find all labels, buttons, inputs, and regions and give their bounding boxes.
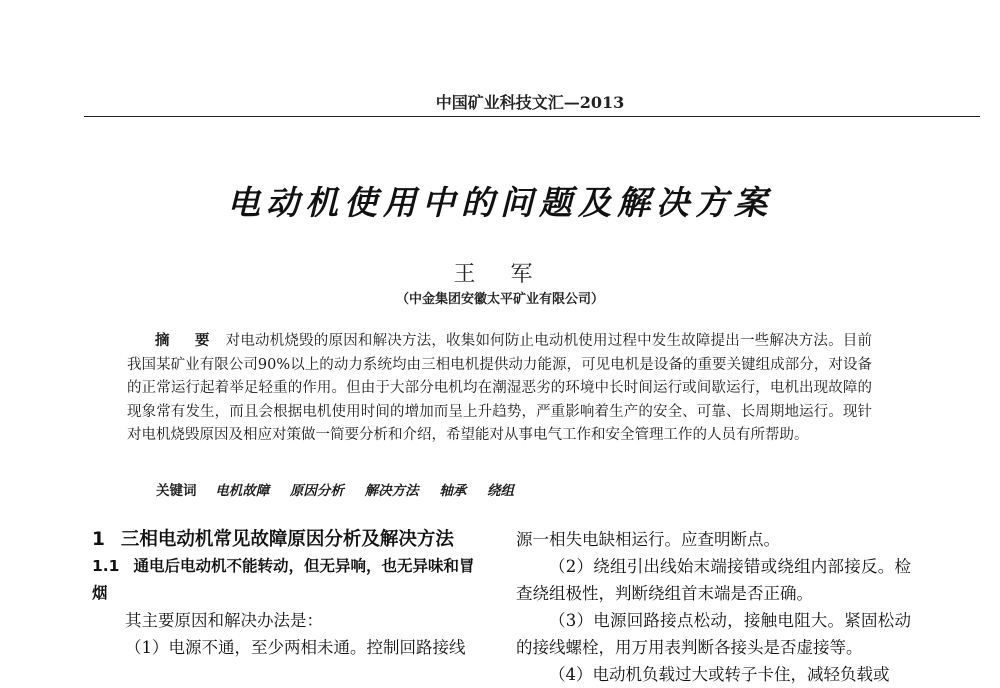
author-affiliation: （中金集团安徽太平矿业有限公司） [395,292,604,307]
paper-title: 电动机使用中的问题及解决方案 [227,183,773,222]
author-name: 王 军 [453,262,547,287]
keyword-item: 原因分析 [289,483,344,499]
body-paragraph: （4）电动机负载过大或转子卡住，减轻负载或 [549,665,890,684]
keywords-label: 关键词 [156,483,197,499]
subsection-number: 1.1 [92,557,120,575]
body-paragraph: 源一相失电缺相运行。应查明断点。 [516,530,780,549]
abstract-label: 摘 要 [155,332,220,349]
keyword-item: 解决方法 [364,483,419,499]
header-rule [84,116,980,117]
keyword-item: 绕组 [487,483,515,499]
body-paragraph: （2）绕组引出线始末端接错或绕组内部接反。检查绕组极性，判断绕组首末端是否正确。 [516,557,911,603]
section-title: 三相电动机常见故障原因分析及解决方法 [120,529,454,550]
abstract [127,329,872,448]
body-paragraph: （3）电源回路接点松动，接触电阻大。紧固松动的接线螺栓，用万用表判断各接头是否虚接等。 [516,611,911,657]
keyword-item: 轴承 [439,483,467,499]
running-header: 中国矿业科技文汇—2013 [435,93,625,112]
keyword-item: 电机故障 [215,483,270,499]
body-paragraph: （1）电源不通，至少两相未通。控制回路接线 [125,638,466,657]
section-number: 1 [92,529,105,550]
keywords [156,482,856,500]
section-heading [92,526,487,553]
body-column-left [92,526,487,661]
abstract-text: 对电动机烧毁的原因和解决方法，收集如何防止电动机使用过程中发生故障提出一些解决方法。目前我国某矿业有限公司90%以上的动力系统均由三相电机提供动力能源，可见电机是设备的重要关键组成部分，对设备的正常运行起着举足轻重的作用。但由于大部分电机均在潮湿恶劣的环境中长时间运行或间歇运行，电机出现故障的现象常有发生，而且会根据电机使用时间的增加而呈上升趋势，严重影响着生产的安全、可靠、长周期地运行。现针对电机烧毁原因及相应对策做一简要分析和介绍，希望能对从事电气工作和安全管理工作的人员有所帮助。 [127,333,872,443]
body-column-right [516,526,911,688]
subsection-heading [92,553,487,607]
subsection-title: 通电后电动机不能转动，但无异响，也无异味和冒烟 [92,557,475,602]
body-paragraph: 其主要原因和解决办法是： [125,611,323,630]
